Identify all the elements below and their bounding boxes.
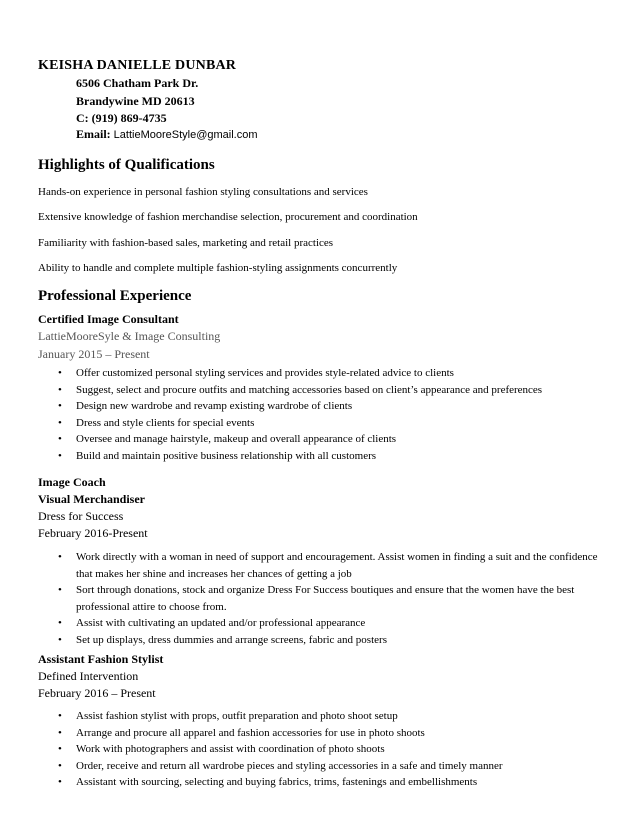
phone-number: C: (919) 869-4735 (76, 111, 167, 125)
job-company: Dress for Success (38, 509, 124, 523)
list-item: • Work directly with a woman in need of support and encouragement. Assist women in finding a suit and the confidence that makes her shine and increases her chances of getting a job (58, 551, 598, 580)
bullet-icon: • (58, 584, 62, 596)
list-item: • Assistant with sourcing, selecting and buying fabrics, trims, fastenings and embellishments (38, 774, 598, 791)
list-item: • Dress and style clients for special events (38, 415, 598, 432)
list-item: • Work with photographers and assist with coordination of photo shoots (38, 741, 598, 758)
list-item: • Design new wardrobe and revamp existing wardrobe of clients (38, 398, 598, 415)
qualification-item: Hands-on experience in personal fashion styling consultations and services (38, 186, 368, 198)
job-company: Defined Intervention (38, 669, 139, 683)
bullet-icon: • (58, 726, 62, 739)
bullet-icon: • (58, 449, 62, 462)
list-item: • Suggest, select and procure outfits and matching accessories based on client’s appearance and preferences (38, 382, 598, 399)
list-item: • Order, receive and return all wardrobe pieces and styling accessories in a safe and timely manner (38, 758, 598, 775)
list-item: • Arrange and procure all apparel and fashion accessories for use in photo shoots (38, 725, 598, 742)
bullet-icon: • (58, 617, 62, 629)
list-item: • Oversee and manage hairstyle, makeup and overall appearance of clients (38, 431, 598, 448)
bullet-icon: • (58, 416, 62, 429)
qualification-item: Familiarity with fashion-based sales, marketing and retail practices (38, 237, 334, 249)
list-item: • Assist with cultivating an updated and/or professional appearance (38, 615, 598, 632)
bullet-icon: • (58, 743, 62, 755)
qualifications-heading: Highlights of Qualifications (38, 157, 215, 173)
list-item: • Offer customized personal styling services and provides style-related advice to clients (38, 365, 598, 382)
qualification-item: Ability to handle and complete multiple fashion-styling assignments concurrently (38, 262, 398, 274)
street-address: 6506 Chatham Park Dr. (76, 76, 199, 90)
bullet-icon: • (58, 400, 62, 412)
bullet-icon: • (58, 633, 62, 646)
email-label: Email: (76, 127, 111, 141)
bullet-icon: • (58, 383, 62, 396)
bullet-icon: • (58, 551, 62, 563)
bullet-icon: • (58, 433, 62, 445)
job-bullet-list (38, 549, 598, 648)
list-item: • Assist fashion stylist with props, outfit preparation and photo shoot setup (38, 708, 598, 725)
job-title: Certified Image Consultant (38, 312, 179, 326)
bullet-icon: • (58, 367, 62, 379)
job-title: Assistant Fashion Stylist (38, 652, 164, 666)
list-item: • Build and maintain positive business relationship with all customers (38, 448, 598, 465)
job-dates: January 2015 – Present (38, 347, 150, 361)
email-line (76, 127, 258, 142)
job-title-secondary: Visual Merchandiser (38, 492, 145, 506)
job-title: Image Coach (38, 475, 106, 489)
bullet-icon: • (58, 710, 62, 722)
candidate-name: KEISHA DANIELLE DUNBAR (38, 58, 237, 73)
list-item: • Sort through donations, stock and organize Dress For Success boutiques and ensure that the women have the best professional attire to choose from. (58, 584, 575, 613)
list-item: • Set up displays, dress dummies and arrange screens, fabric and posters (38, 632, 598, 649)
job-bullet-list (38, 365, 598, 464)
experience-heading: Professional Experience (38, 288, 192, 304)
bullet-icon: • (58, 776, 62, 788)
email-address[interactable]: LattieMooreStyle@gmail.com (113, 129, 258, 141)
job-company: LattieMooreSyle & Image Consulting (38, 329, 221, 343)
job-dates: February 2016-Present (38, 526, 148, 540)
job-bullet-list (38, 708, 598, 791)
city-address: Brandywine MD 20613 (76, 94, 195, 108)
job-dates: February 2016 – Present (38, 686, 156, 700)
bullet-icon: • (58, 759, 62, 772)
qualification-item: Extensive knowledge of fashion merchandise selection, procurement and coordination (38, 211, 418, 223)
